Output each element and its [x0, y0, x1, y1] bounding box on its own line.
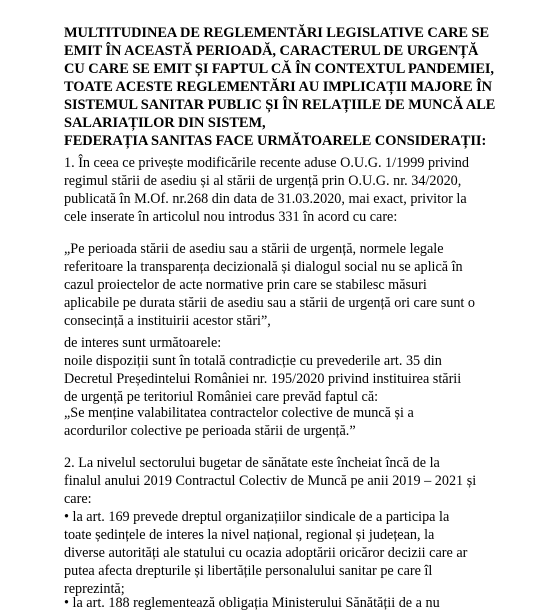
bullet-line: toate ședințele de interes la nivel național, regional și județean, la	[64, 527, 435, 543]
bullet-line: diverse autorități ale statului cu ocazia adoptării oricăror decizii care ar	[64, 545, 468, 561]
heading-line: TOATE ACESTE REGLEMENTĂRI AU IMPLICAȚII MAJORE ÎN	[64, 79, 493, 95]
bullet-line: • la art. 188 reglementează obligația Ministerului Sănătății de a nu	[64, 595, 440, 611]
paragraph-1	[64, 154, 524, 226]
paragraph-line: 2. La nivelul sectorului bugetar de sănătate este încheiat încă de la	[64, 455, 440, 471]
quote-line: cazul proiectelor de acte normative prin care se stabilesc măsuri	[64, 277, 427, 293]
paragraph-line: regimul stării de asediu și al stării de urgență prin O.U.G. nr. 34/2020,	[64, 173, 462, 189]
paragraph-line: finalul anului 2019 Contractul Colectiv de Muncă pe anii 2019 – 2021 și	[64, 473, 477, 489]
paragraph-3	[64, 454, 524, 508]
bullet-line: • la art. 169 prevede dreptul organizațiilor sindicale de a participa la	[64, 509, 450, 525]
paragraph-2	[64, 334, 524, 406]
heading-line: MULTITUDINEA DE REGLEMENTĂRI LEGISLATIVE CARE SE	[64, 25, 490, 41]
quote-line: acordurilor colective pe perioada stării de urgență.”	[64, 423, 356, 439]
bullet-art-169	[64, 508, 524, 598]
heading-line: CU CARE SE EMIT ȘI FAPTUL CĂ ÎN CONTEXTUL PANDEMIEI,	[64, 61, 494, 77]
paragraph-line: de interes sunt următoarele:	[64, 335, 222, 351]
document-heading	[64, 24, 524, 150]
quote-line: consecință a instituirii acestor stări”,	[64, 313, 271, 329]
paragraph-line: cele inserate în articolul nou introdus 331 în acord cu care:	[64, 209, 398, 225]
bullet-line: putea afecta drepturile și libertățile personalului sanitar pe care îl	[64, 563, 433, 579]
quote-1	[64, 240, 524, 330]
paragraph-line: de urgență pe teritoriul României care prevăd faptul că:	[64, 389, 379, 405]
quote-2	[64, 404, 524, 440]
paragraph-line: 1. În ceea ce privește modificările recente aduse O.U.G. 1/1999 privind	[64, 155, 469, 171]
paragraph-line: noile dispoziții sunt în totală contradicție cu prevederile art. 35 din	[64, 353, 442, 369]
heading-line: FEDERAȚIA SANITAS FACE URMĂTOARELE CONSIDERAȚII:	[64, 133, 487, 149]
heading-line: SISTEMUL SANITAR PUBLIC ȘI ÎN RELAȚIILE DE MUNCĂ ALE	[64, 97, 496, 113]
paragraph-line: Decretul Președintelui României nr. 195/2020 privind instituirea stării	[64, 371, 462, 387]
quote-line: „Se menține valabilitatea contractelor colective de muncă și a	[64, 405, 414, 421]
heading-line: SALARIAȚILOR DIN SISTEM,	[64, 115, 266, 131]
paragraph-line: care:	[64, 491, 92, 507]
paragraph-line: publicată în M.Of. nr.268 din data de 31.03.2020, mai exact, privitor la	[64, 191, 467, 207]
bullet-art-188	[64, 594, 524, 612]
quote-line: aplicabile pe durata stării de asediu sau a stării de urgență ori care sunt o	[64, 295, 476, 311]
quote-line: referitoare la transparența decizională și dialogul social nu se aplică în	[64, 259, 463, 275]
heading-line: EMIT ÎN ACEASTĂ PERIOADĂ, CARACTERUL DE URGENȚĂ	[64, 43, 479, 59]
bullet-line: reprezintă;	[64, 581, 125, 597]
quote-line: „Pe perioada stării de asediu sau a stării de urgență, normele legale	[64, 241, 444, 257]
